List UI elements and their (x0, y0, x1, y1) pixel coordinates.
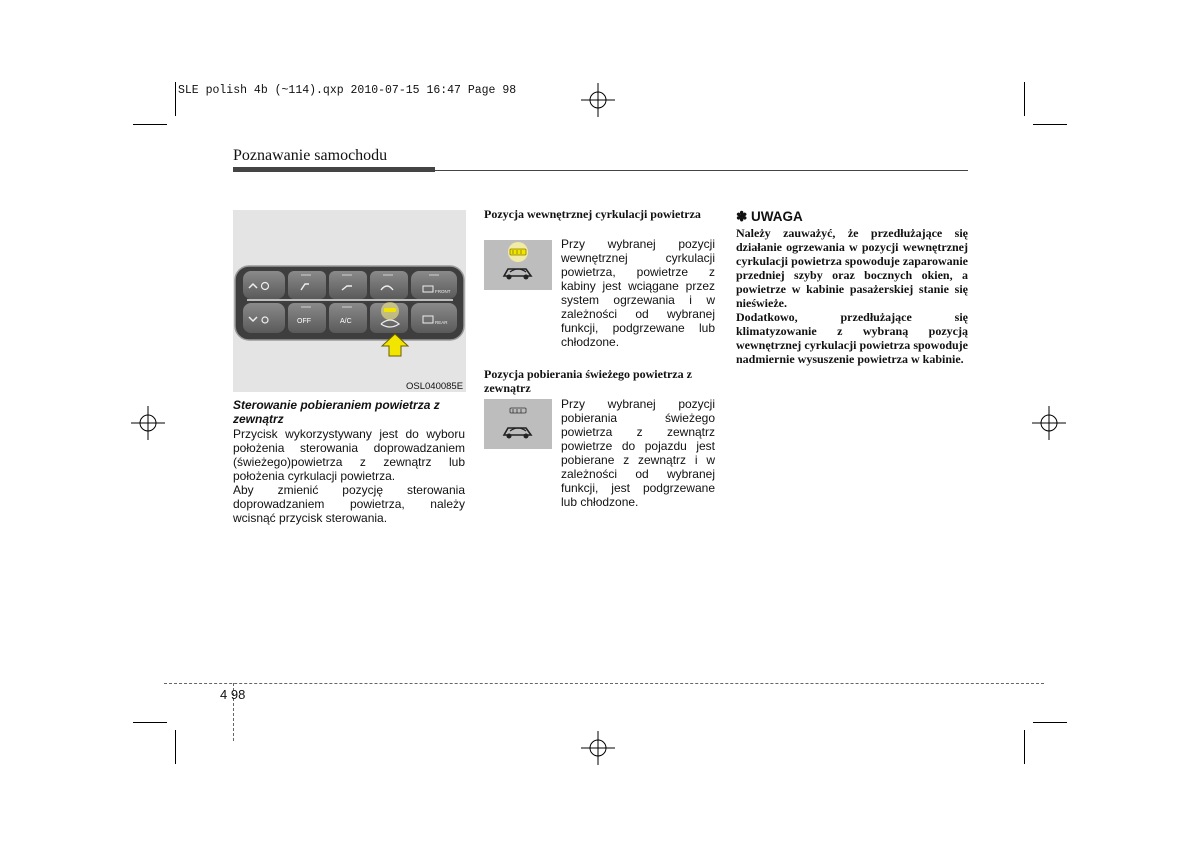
off-button-label: OFF (297, 318, 311, 325)
left-paragraph-1: Przycisk wykorzystywany jest do wyboru położenia sterowania doprowadzaniem (świeżego)powietrza z zewnątrz lub położenia cyrkulacji powietrza. (233, 427, 465, 483)
footer-rule (164, 683, 1044, 684)
left-paragraph-2: Aby zmienić pozycję sterowania doprowadzaniem powietrza, należy wcisnąć przycisk sterowania. (233, 483, 465, 525)
figure-caption: OSL040085E (406, 381, 464, 392)
crop-mark-tr-v (1024, 82, 1025, 116)
ac-button-label: A/C (340, 318, 352, 325)
recirculation-icon (484, 240, 552, 290)
header-rule (435, 170, 968, 171)
registration-mark-bottom (581, 731, 615, 765)
page-number: 4 98 (220, 687, 246, 702)
recirculation-heading: Pozycja wewnętrznej cyrkulacji powietrza (484, 207, 701, 221)
crop-mark-tr-h (1033, 124, 1067, 125)
note-paragraph-2: Dodatkowo, przedłużające się klimatyzowanie z wybraną pozycją wewnętrznej cyrkulacji powietrza spowoduje nadmiernie wysuszenie powietrza w kabinie. (736, 310, 968, 366)
crop-mark-tl-v (175, 82, 176, 116)
climate-panel-figure (233, 210, 466, 392)
crop-mark-br-h (1033, 722, 1067, 723)
rear-defrost-label: REAR (435, 320, 448, 325)
front-defrost-label: FRONT (435, 289, 451, 294)
crop-mark-tl-h (133, 124, 167, 125)
fresh-air-icon (484, 399, 552, 449)
registration-mark-right (1032, 406, 1066, 440)
fresh-air-text: Przy wybranej pozycji pobierania świeżego powietrza z zewnątrz powietrze do pojazdu jest pobierane z zewnątrz i w zależności od wybranej funkcji, jest podgrzewane lub chłodzone. (561, 397, 715, 509)
section-title: Poznawanie samochodu (233, 147, 388, 164)
left-body (233, 427, 465, 525)
fresh-air-heading: Pozycja pobierania świeżego powietrza z zewnątrz (484, 367, 692, 395)
crop-mark-bl-v (175, 730, 176, 764)
left-heading: Sterowanie pobieraniem powietrza z zewnątrz (233, 398, 440, 426)
recirculation-thumbnail (484, 240, 552, 290)
note-heading: ✽ UWAGA (736, 209, 803, 224)
note-body (736, 226, 968, 366)
registration-mark-top (581, 83, 615, 117)
print-slug: SLE polish 4b (~114).qxp 2010-07-15 16:47 Page 98 (178, 84, 517, 97)
registration-mark-left (131, 406, 165, 440)
crop-mark-br-v (1024, 730, 1025, 764)
note-paragraph-1: Należy zauważyć, że przedłużające się działanie ogrzewania w pozycji wewnętrznej cyrkulacji powietrza spowoduje zaparowanie przedniej szyby oraz bocznych okien, a powietrze w kabinie pasażerskiej stanie się nieświeże. (736, 226, 968, 310)
header-bar (233, 167, 435, 172)
fresh-air-thumbnail (484, 399, 552, 449)
crop-mark-bl-h (133, 722, 167, 723)
climate-panel-illustration (233, 210, 466, 392)
recirculation-text: Przy wybranej pozycji wewnętrznej cyrkulacji powietrza, powietrze z kabiny jest wciągane przez system ogrzewania i w zależności od wybranej funkcji, podgrzewane lub chłodzone. (561, 237, 715, 349)
